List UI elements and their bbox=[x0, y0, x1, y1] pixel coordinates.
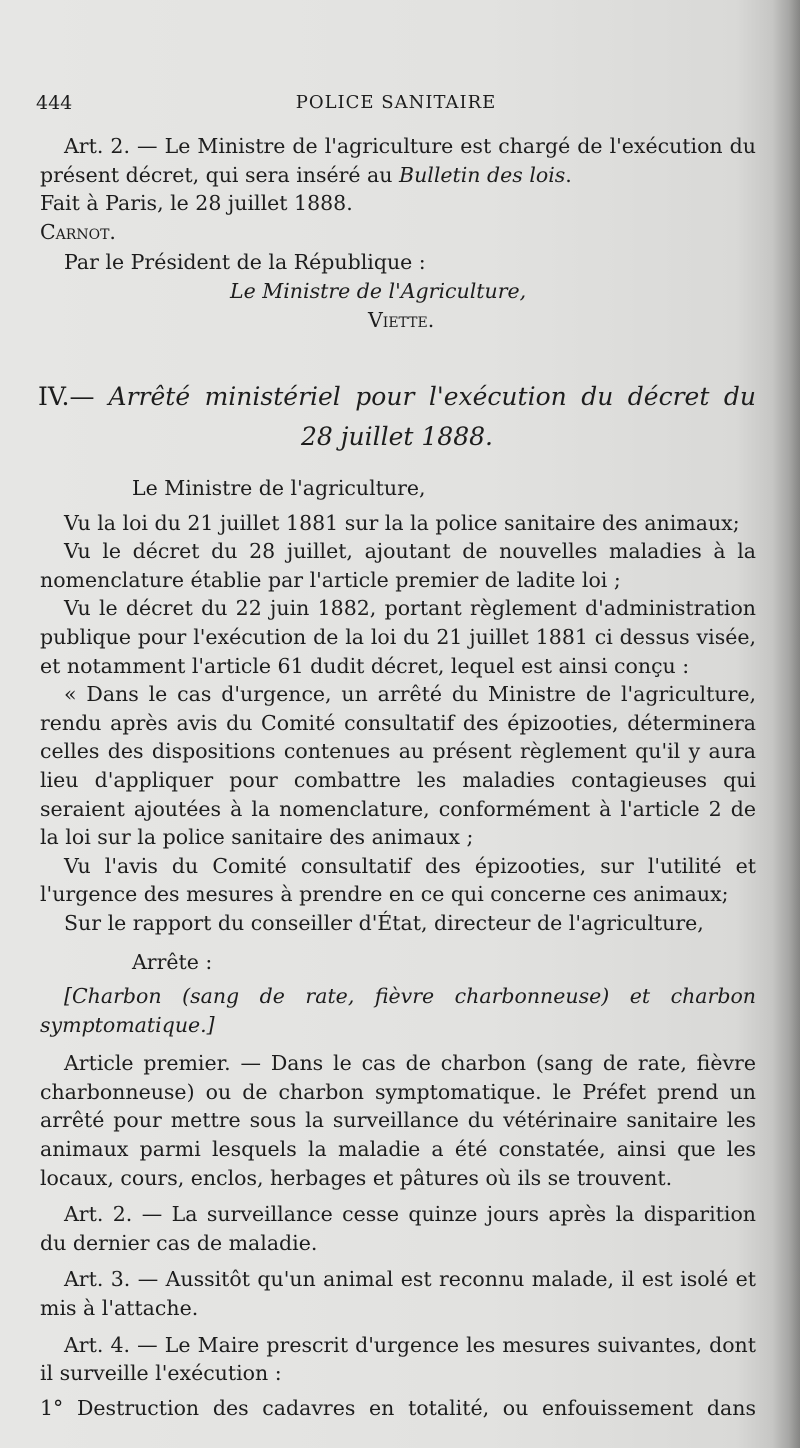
decree-article-2: Art. 2. — Le Ministre de l'agriculture est chargé de l'exécution du présent décret, qui sera inséré au Bulletin des lois. bbox=[40, 134, 756, 187]
par-le-president: Par le Président de la République : bbox=[64, 250, 426, 275]
section-dash: — bbox=[69, 382, 95, 411]
section-title-line1: Arrêté ministériel pour l'exécution du décret du bbox=[108, 382, 756, 411]
section-title-line2: 28 juillet 1888. bbox=[301, 422, 493, 451]
sur-le-rapport: Sur le rapport du conseiller d'État, directeur de l'agriculture, bbox=[64, 910, 704, 935]
minister-name: Viette. bbox=[368, 307, 435, 332]
section-numeral: IV. bbox=[38, 382, 70, 411]
decree-end bbox=[40, 132, 756, 334]
quoted-article-61: « Dans le cas d'urgence, un arrêté du Ministre de l'agriculture, rendu après avis du Comité consultatif des épizooties, déterminera celles des dispositions contenues au présent règlement qu'il y aura lieu d'appliquer pour combattre les maladies contagieuses qui seraient ajoutées à la nomenclature, conformément à l'article 2 de la loi sur la police sanitaire des animaux ; bbox=[40, 682, 756, 850]
section-heading bbox=[38, 378, 756, 456]
minister-title: Le Ministre de l'Agriculture, bbox=[230, 278, 527, 303]
vu-paragraph-1: Vu la loi du 21 juillet 1881 sur la la police sanitaire des animaux; bbox=[64, 510, 740, 535]
arrete-heading: Arrête : bbox=[132, 949, 213, 974]
article-4: Art. 4. — Le Maire prescrit d'urgence les mesures suivantes, dont il surveille l'exécution : bbox=[40, 1332, 756, 1386]
vu-paragraph-4: Vu l'avis du Comité consultatif des épizooties, sur l'utilité et l'urgence des mesures à prendre en ce qui concerne ces animaux; bbox=[40, 853, 756, 907]
vu-paragraph-3: Vu le décret du 22 juin 1882, portant règlement d'administration publique pour l'exécution de la loi du 21 juillet 1881 ci dessus visée, et notamment l'article 61 dudit décret, lequel est ainsi conçu : bbox=[40, 596, 756, 678]
decree-signature: Carnot. bbox=[40, 219, 116, 244]
page-header bbox=[36, 92, 756, 120]
page-gutter-shadow bbox=[772, 0, 800, 1448]
arrete-body bbox=[40, 474, 756, 1422]
charbon-heading: [Charbon (sang de rate, fièvre charbonneuse) et charbon symptomatique.] bbox=[40, 984, 756, 1037]
bulletin-title: Bulletin des lois bbox=[399, 162, 566, 187]
vu-paragraph-2: Vu le décret du 28 juillet, ajoutant de nouvelles maladies à la nomenclature établie par l'article premier de ladite loi ; bbox=[40, 539, 756, 592]
opening-line: Le Ministre de l'agriculture, bbox=[132, 476, 426, 500]
item-1: 1° Destruction des cadavres en totalité, ou enfouissement dans bbox=[40, 1395, 756, 1420]
article-2: Art. 2. — La surveillance cesse quinze jours après la disparition du dernier cas de maladie. bbox=[40, 1202, 756, 1255]
running-head: POLICE SANITAIRE bbox=[295, 92, 497, 113]
decree-place-date: Fait à Paris, le 28 juillet 1888. bbox=[40, 191, 353, 216]
article-premier: Article premier. — Dans le cas de charbon (sang de rate, fièvre charbonneuse) ou de charbon symptomatique. le Préfet prend un arrêté pour mettre sous la surveillance du vétérinaire sanitaire les animaux parmi lesquels la maladie a été constatée, ainsi que les locaux, cours, enclos, herbages et pâtures où ils se trouvent. bbox=[40, 1051, 756, 1190]
page-number: 444 bbox=[36, 92, 73, 114]
article-3: Art. 3. — Aussitôt qu'un animal est reconnu malade, il est isolé et mis à l'attache. bbox=[40, 1267, 756, 1321]
